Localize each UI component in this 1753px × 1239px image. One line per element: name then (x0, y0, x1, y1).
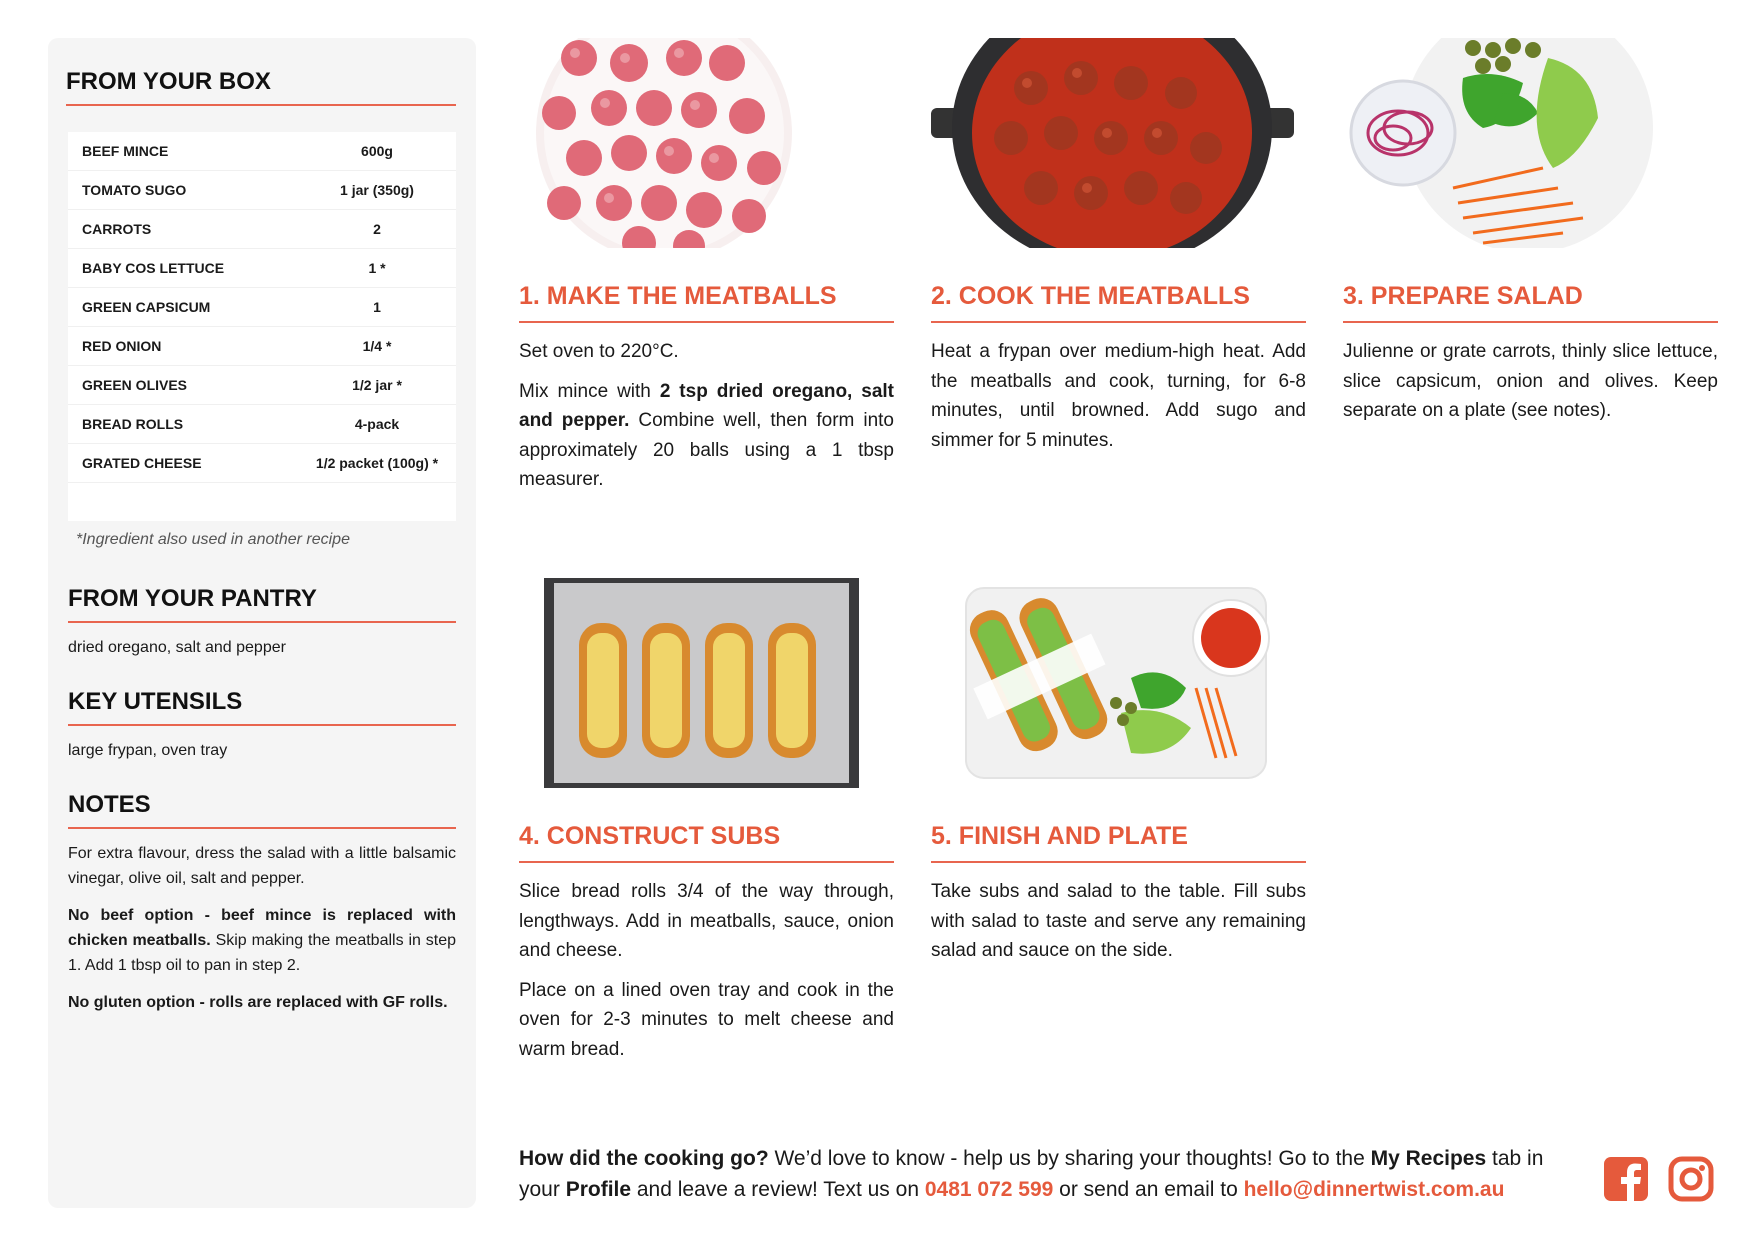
ingredient-qty: 1 (373, 299, 381, 315)
facebook-icon[interactable] (1603, 1156, 1649, 1202)
from-box-heading: FROM YOUR BOX (66, 68, 456, 106)
step-2 (931, 38, 1306, 455)
salad-plate-photo (1343, 38, 1706, 248)
ingredient-row (68, 210, 456, 249)
ingredient-qty: 2 (373, 221, 381, 237)
step-1-para-2 (519, 377, 894, 495)
ingredient-name: TOMATO SUGO (82, 182, 187, 198)
ingredient-qty: 1/2 packet (100g) * (315, 455, 439, 471)
ingredient-row (68, 132, 456, 171)
step-1-para-2-bold: 2 tsp dried oregano, salt and pepper. (519, 380, 895, 431)
ingredient-name: BREAD ROLLS (82, 416, 184, 432)
step-2-title: 2. COOK THE MEATBALLS (931, 282, 1306, 323)
step-4-para-1: Slice bread rolls 3/4 of the way through, lengthways. Add in meatballs, sauce, onion and cheese. (519, 881, 894, 961)
notes-para-3 (68, 990, 456, 1015)
review-text-3: and leave a review! Text us on (631, 1178, 925, 1201)
notes-section (68, 791, 456, 1015)
pantry-section (68, 585, 456, 660)
step-5-para-1: Take subs and salad to the table. Fill subs with salad to taste and serve any remaining salad and sauce on the side. (931, 881, 1306, 961)
ingredient-qty: 1/2 jar * (352, 377, 402, 393)
ingredient-name: BABY COS LETTUCE (82, 260, 225, 276)
ingredient-qty: 1/4 * (362, 338, 392, 354)
ingredient-qty: 1 * (368, 260, 386, 276)
utensils-text: large frypan, oven tray (68, 742, 228, 759)
ingredient-name: GREEN CAPSICUM (82, 299, 211, 315)
meatballs-raw-photo (519, 38, 882, 248)
step-3-title: 3. PREPARE SALAD (1343, 282, 1718, 323)
step-1-para-2-c: Combine well, then form into approximately 20 balls using a 1 tbsp measurer. (519, 410, 894, 490)
step-5 (931, 578, 1306, 966)
review-text-2: tab in your (519, 1147, 1544, 1201)
ingredient-qty: 4-pack (354, 416, 400, 432)
ingredient-footnote: *Ingredient also used in another recipe (76, 531, 350, 548)
review-text-4: or send an email to (1053, 1178, 1244, 1201)
step-2-para-1: Heat a frypan over medium-high heat. Add the meatballs and cook, turning, for 6-8 minutes, until browned. Add sugo and simmer for 5 minutes. (931, 341, 1306, 451)
meatballs-frypan-photo (931, 38, 1294, 248)
step-3 (1343, 38, 1718, 426)
step-1-para-2-a: Mix mince with (519, 380, 660, 402)
ingredient-qty: 600g (361, 143, 393, 159)
step-1-title: 1. MAKE THE MEATBALLS (519, 282, 894, 323)
ingredient-name: RED ONION (82, 338, 162, 354)
notes-heading: NOTES (68, 791, 456, 829)
notes-para-1: For extra flavour, dress the salad with a little balsamic vinegar, olive oil, salt and pepper. (68, 845, 456, 887)
ingredient-row (68, 171, 456, 210)
ingredient-name: GRATED CHEESE (82, 455, 202, 471)
ingredients-sidebar (48, 38, 476, 1208)
profile-label: Profile (565, 1178, 632, 1201)
step-1 (519, 38, 894, 495)
subs-oven-tray-photo (519, 578, 882, 788)
ingredient-row (68, 288, 456, 327)
email-link[interactable]: hello@dinnertwist.com.au (1243, 1178, 1505, 1201)
ingredient-qty: 1 jar (350g) (340, 182, 414, 198)
finished-plate-photo (931, 578, 1294, 788)
review-question: How did the cooking go? (519, 1147, 769, 1170)
ingredient-name: GREEN OLIVES (82, 377, 188, 393)
step-1-para-1: Set oven to 220°C. (519, 341, 679, 362)
ingredient-name: CARROTS (82, 221, 152, 237)
notes-para-3-bold: No gluten option - rolls are replaced with GF rolls. (68, 994, 448, 1011)
ingredient-row (68, 249, 456, 288)
ingredient-row (68, 327, 456, 366)
ingredient-row (68, 444, 456, 483)
my-recipes-label: My Recipes (1370, 1147, 1487, 1170)
ingredient-row (68, 405, 456, 444)
utensils-heading: KEY UTENSILS (68, 688, 456, 726)
step-3-para-1: Julienne or grate carrots, thinly slice lettuce, slice capsicum, onion and olives. Keep separate on a plate (see notes). (1343, 341, 1718, 421)
review-prompt (519, 1143, 1579, 1205)
step-4 (519, 578, 894, 1064)
pantry-heading: FROM YOUR PANTRY (68, 585, 456, 623)
step-4-title: 4. CONSTRUCT SUBS (519, 822, 894, 863)
instagram-icon[interactable] (1668, 1156, 1714, 1202)
pantry-text: dried oregano, salt and pepper (68, 639, 286, 656)
utensils-section (68, 688, 456, 763)
notes-para-2-bold: No beef option - beef mince is replaced with chicken meatballs. (68, 907, 456, 949)
step-5-title: 5. FINISH AND PLATE (931, 822, 1306, 863)
ingredient-row (68, 366, 456, 405)
review-text-1: We’d love to know - help us by sharing your thoughts! Go to the (768, 1147, 1371, 1170)
ingredient-name: BEEF MINCE (82, 143, 169, 159)
notes-para-2 (68, 903, 456, 978)
ingredient-row-empty (68, 483, 456, 521)
ingredients-table (68, 132, 456, 521)
notes-para-2-rest: Skip making the meatballs in step 1. Add 1 tbsp oil to pan in step 2. (68, 932, 456, 974)
phone-link[interactable]: 0481 072 599 (924, 1178, 1054, 1201)
step-4-para-2: Place on a lined oven tray and cook in the oven for 2-3 minutes to melt cheese and warm bread. (519, 979, 894, 1060)
